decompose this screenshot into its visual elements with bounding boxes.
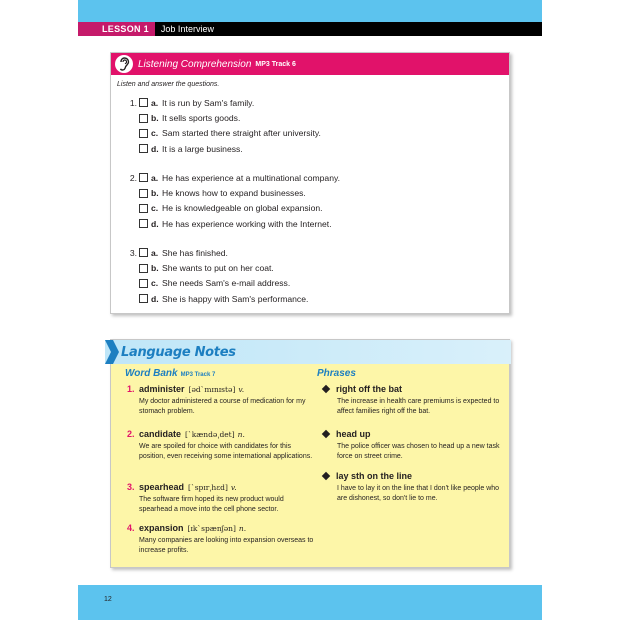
diamond-bullet-icon (322, 385, 330, 393)
top-color-band (78, 0, 542, 22)
entry-example: The software firm hoped its new product would spearhead a move into the cell phone sector. (139, 496, 284, 513)
option-row (127, 245, 308, 260)
entry-word: spearhead (139, 482, 185, 492)
phrase-example: I have to lay it on the line that I don't like people who are dishonest, so don't lie to me. (337, 485, 500, 502)
diamond-bullet-icon (322, 472, 330, 480)
option-text: He has experience working with the Internet. (162, 218, 332, 229)
phrases-heading: Phrases (317, 368, 356, 379)
option-text: He has experience at a multinational company. (162, 172, 341, 183)
answer-checkbox[interactable] (139, 219, 148, 228)
answer-checkbox[interactable] (139, 173, 148, 182)
diamond-bullet-icon (322, 430, 330, 438)
listening-instruction: Listen and answer the questions. (117, 81, 220, 88)
option-text: He knows how to expand businesses. (162, 188, 306, 199)
entry-example: We are spoiled for choice with candidates for this position, even receiving some international applications. (139, 443, 313, 460)
word-bank-entry (127, 429, 317, 461)
entry-pronunciation: [ˋkændə͵det] (185, 430, 235, 439)
option-row (127, 170, 340, 185)
language-notes-title: Language Notes (121, 344, 236, 360)
entry-number: 3. (127, 482, 135, 492)
word-bank-track: MP3 Track 7 (180, 372, 216, 378)
option-text: Sam started there straight after university. (162, 128, 321, 139)
option-letter: b. (151, 188, 159, 199)
option-row (127, 126, 321, 141)
question-3 (127, 245, 308, 307)
answer-checkbox[interactable] (139, 129, 148, 138)
option-letter: c. (151, 203, 159, 214)
phrase-entry (321, 429, 501, 461)
listening-header (111, 53, 509, 75)
answer-checkbox[interactable] (139, 294, 148, 303)
entry-number: 2. (127, 429, 135, 439)
entry-number: 4. (127, 523, 135, 533)
option-text: She needs Sam's e-mail address. (162, 278, 291, 289)
answer-checkbox[interactable] (139, 204, 148, 213)
entry-part-of-speech: n. (238, 524, 247, 533)
entry-word: expansion (139, 523, 184, 533)
option-row (127, 141, 321, 156)
option-row (127, 185, 340, 200)
phrase-text: right off the bat (336, 384, 402, 394)
question-number: 2. (129, 172, 137, 183)
phrase-text: lay sth on the line (336, 471, 413, 481)
option-letter: d. (151, 218, 159, 229)
word-bank-entry (127, 523, 317, 555)
option-text: He is knowledgeable on global expansion. (162, 203, 323, 214)
option-letter: a. (151, 247, 159, 258)
option-text: She has finished. (162, 247, 228, 258)
option-row (127, 201, 340, 216)
word-bank-heading (125, 368, 215, 379)
answer-checkbox[interactable] (139, 98, 148, 107)
option-letter: a. (151, 97, 159, 108)
question-number: 1. (129, 97, 137, 108)
option-row (127, 95, 321, 110)
option-letter: d. (151, 293, 159, 304)
language-notes-header (105, 340, 511, 364)
bottom-color-band (78, 585, 542, 620)
answer-checkbox[interactable] (139, 144, 148, 153)
option-row (127, 291, 308, 306)
lesson-bar (78, 22, 542, 36)
entry-part-of-speech: v. (238, 385, 245, 394)
option-letter: c. (151, 278, 159, 289)
entry-pronunciation: [ˋspɪr͵hɛd] (188, 483, 228, 492)
entry-word: candidate (139, 429, 182, 439)
word-bank-entry (127, 482, 317, 514)
answer-checkbox[interactable] (139, 279, 148, 288)
option-letter: c. (151, 128, 159, 139)
option-text: It is run by Sam's family. (162, 97, 255, 108)
answer-checkbox[interactable] (139, 264, 148, 273)
listening-comprehension-box (110, 52, 510, 314)
phrase-text: head up (336, 429, 371, 439)
answer-checkbox[interactable] (139, 114, 148, 123)
phrase-example: The police officer was chosen to head up a new task force on street crime. (337, 443, 500, 460)
option-row (127, 276, 308, 291)
option-text: She is happy with Sam's performance. (162, 293, 309, 304)
option-row (127, 260, 308, 275)
listening-title: Listening Comprehension (138, 58, 252, 70)
language-notes-box (110, 339, 510, 568)
lesson-title: Job Interview (160, 24, 214, 34)
question-2 (127, 170, 340, 232)
page-number: 12 (104, 596, 112, 603)
option-text: It is a large business. (162, 143, 243, 154)
entry-part-of-speech: n. (237, 430, 245, 439)
option-letter: d. (151, 143, 159, 154)
question-number: 3. (129, 247, 137, 258)
option-text: She wants to put on her coat. (162, 263, 274, 274)
word-bank-title: Word Bank (125, 368, 178, 379)
entry-number: 1. (127, 384, 135, 394)
answer-checkbox[interactable] (139, 248, 148, 257)
option-row (127, 216, 340, 231)
phrase-entry (321, 384, 501, 416)
entry-word: administer (139, 384, 185, 394)
answer-checkbox[interactable] (139, 189, 148, 198)
ear-icon (115, 55, 133, 73)
option-row (127, 110, 321, 125)
entry-part-of-speech: v. (230, 483, 237, 492)
listening-track: MP3 Track 6 (255, 60, 296, 68)
phrase-example: The increase in health care premiums is expected to affect families right off the bat. (337, 398, 500, 415)
option-letter: b. (151, 263, 159, 274)
phrase-entry (321, 471, 501, 503)
entry-example: My doctor administered a course of medication for my stomach problem. (139, 398, 306, 415)
option-letter: b. (151, 113, 159, 124)
option-letter: a. (151, 172, 159, 183)
entry-example: Many companies are looking into expansion overseas to increase profits. (139, 537, 314, 554)
question-1 (127, 95, 321, 157)
arrow-icon (105, 340, 119, 364)
entry-pronunciation: [ədˋmɪnɪstə] (188, 385, 236, 394)
lesson-tag: LESSON 1 (78, 22, 155, 36)
option-text: It sells sports goods. (162, 113, 241, 124)
word-bank-entry (127, 384, 317, 416)
entry-pronunciation: [ɪkˋspænʃən] (187, 524, 236, 533)
